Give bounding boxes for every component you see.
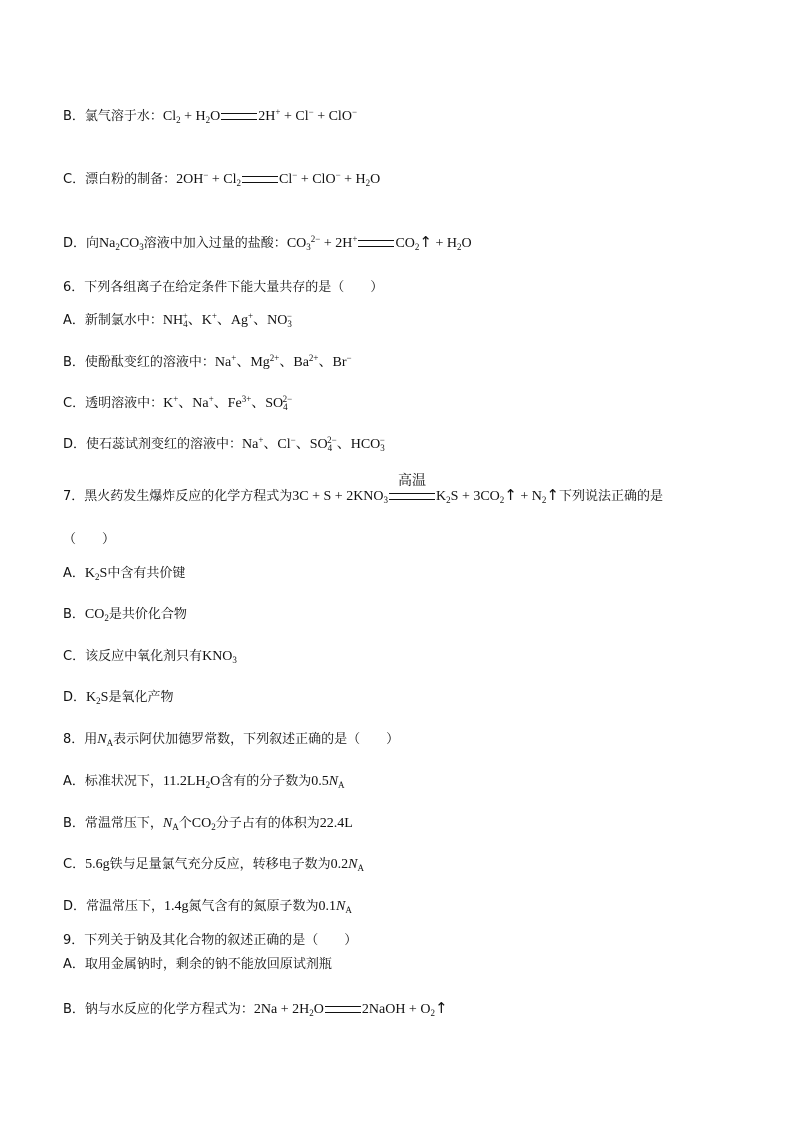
q6-option-a — [63, 312, 292, 330]
q7-b-formula: $CO_2$ — [84, 607, 109, 623]
q8-stem-prefix: 8．用 — [63, 732, 98, 747]
q8-b-value: 22.4L — [319, 816, 353, 831]
q7-c-text: C．该反应中氧化剂只有 — [63, 649, 203, 664]
q8-stem — [63, 731, 399, 749]
q8-c-text: 铁与足量氯气充分反应，转移电子数为 — [109, 857, 331, 872]
q7-a-text: 中含有共价键 — [107, 566, 186, 581]
q7-option-a — [63, 565, 185, 583]
q7-a-label: A． — [63, 566, 85, 581]
q8-a-label: A．标准状况下， — [63, 774, 163, 789]
q7-b-text: 是共价化合物 — [108, 607, 187, 622]
q6-b-ions: Na+、$Mg^{2+}$、$Ba^{2+}$、Br− — [214, 353, 352, 370]
q6-c-ions: K+、Na+、$Fe^{3+}$、$SO_4^{2-}$ — [163, 394, 293, 412]
q8-option-c — [63, 856, 364, 874]
q5-d-reagent: $Na_2CO_3$ — [99, 236, 144, 252]
q9-b-label: B．钠与水反应的化学方程式为： — [63, 1002, 254, 1017]
q9-stem: 9．下列关于钠及其化合物的叙述正确的是（ ） — [63, 933, 358, 948]
q7-b-label: B． — [63, 607, 85, 622]
q5-option-b — [63, 108, 357, 126]
q7-condition: 高温 — [398, 473, 427, 490]
q8-b-formula: $CO_2$ — [191, 816, 216, 832]
q5-d-equation: $CO_3^{2-} + 2H^+$ $CO_2↑ + H_2O$ — [286, 233, 472, 252]
q8-b-text1: 个 — [178, 816, 192, 831]
q8-b-na: $N_A$ — [162, 816, 179, 832]
q7-option-b — [63, 606, 187, 624]
q8-option-d — [63, 898, 352, 916]
q8-c-mass: 5.6g — [85, 857, 110, 872]
q9-option-b — [63, 999, 448, 1019]
q7-option-d — [63, 689, 173, 707]
q6-b-label: B．使酚酞变红的溶液中： — [63, 355, 215, 370]
q8-d-mass: 1.4g — [164, 899, 189, 914]
q7-stem-suffix: 下列说法正确的是 — [558, 489, 663, 504]
q7-paren: （ ） — [63, 532, 116, 547]
q8-na-symbol: $N_A$ — [97, 732, 114, 748]
q7-d-text: 是氧化产物 — [108, 690, 174, 705]
q8-stem-suffix: 表示阿伏加德罗常数，下列叙述正确的是（ ） — [113, 732, 400, 747]
q7-c-formula: $KNO_3$ — [202, 649, 237, 665]
q9-b-equation: $2Na + 2H_2O$ 2NaOH + $O_2↑$ — [253, 999, 448, 1018]
q6-option-d — [63, 436, 385, 454]
q8-c-label: C． — [63, 857, 86, 872]
q7-option-c — [63, 648, 237, 666]
q5-b-label: B．氯气溶于水： — [63, 109, 163, 124]
q6-c-label: C．透明溶液中： — [63, 396, 164, 411]
q8-d-value: $0.1N_A$ — [318, 899, 352, 915]
q6-d-label: D．使石蕊试剂变红的溶液中： — [63, 437, 243, 452]
q8-d-label: D．常温常压下， — [63, 899, 165, 914]
q8-b-label: B．常温常压下， — [63, 816, 163, 831]
q5-c-label: C．漂白粉的制备： — [63, 172, 177, 187]
q7-equation: $3C + S + 2KNO_3$ 高温 $K_2S$ + $3CO_2↑$ + $N_2↑$ — [292, 473, 559, 505]
q8-option-a — [63, 773, 345, 791]
q7-stem — [63, 473, 663, 506]
q8-c-value: $0.2N_A$ — [330, 857, 364, 873]
q8-option-b — [63, 815, 353, 833]
q6-a-ions: $NH_4^+$、K+、Ag+、$NO_3^-$ — [162, 311, 292, 329]
q8-a-text: 含有的分子数为 — [220, 774, 312, 789]
q9-option-a: A．取用金属钠时，剩余的钠不能放回原试剂瓶 — [63, 957, 332, 972]
q8-a-value: $0.5N_A$ — [311, 774, 345, 790]
q6-option-c — [63, 395, 292, 413]
q6-a-label: A．新制氯水中： — [63, 313, 163, 328]
q5-option-d — [63, 233, 472, 253]
q8-b-text2: 分子占有的体积为 — [215, 816, 320, 831]
q5-d-text: 溶液中加入过量的盐酸： — [143, 236, 287, 251]
q8-a-quantity: $11.2LH_2O$ — [162, 774, 221, 790]
q6-option-b — [63, 354, 352, 372]
q5-c-equation: $2OH^- + Cl_2$ $Cl^- + ClO^- + H_2O$ — [176, 170, 381, 188]
q6-d-ions: Na+、Cl−、$SO_4^{2-}$、$HCO_3^-$ — [242, 435, 385, 453]
q5-d-label: D．向 — [63, 236, 100, 251]
q7-a-formula: $K_2S$ — [84, 566, 108, 582]
q6-stem: 6．下列各组离子在给定条件下能大量共存的是（ ） — [63, 280, 384, 295]
q5-b-equation: $Cl_2 + H_2O$ 2H+ + Cl− + ClO− — [162, 107, 358, 125]
q7-d-label: D． — [63, 690, 87, 705]
q7-stem-prefix: 7．黑火药发生爆炸反应的化学方程式为 — [63, 489, 293, 504]
q8-d-text: 氮气含有的氮原子数为 — [188, 899, 319, 914]
q5-option-c — [63, 171, 380, 189]
q7-d-formula: $K_2S$ — [86, 690, 109, 706]
